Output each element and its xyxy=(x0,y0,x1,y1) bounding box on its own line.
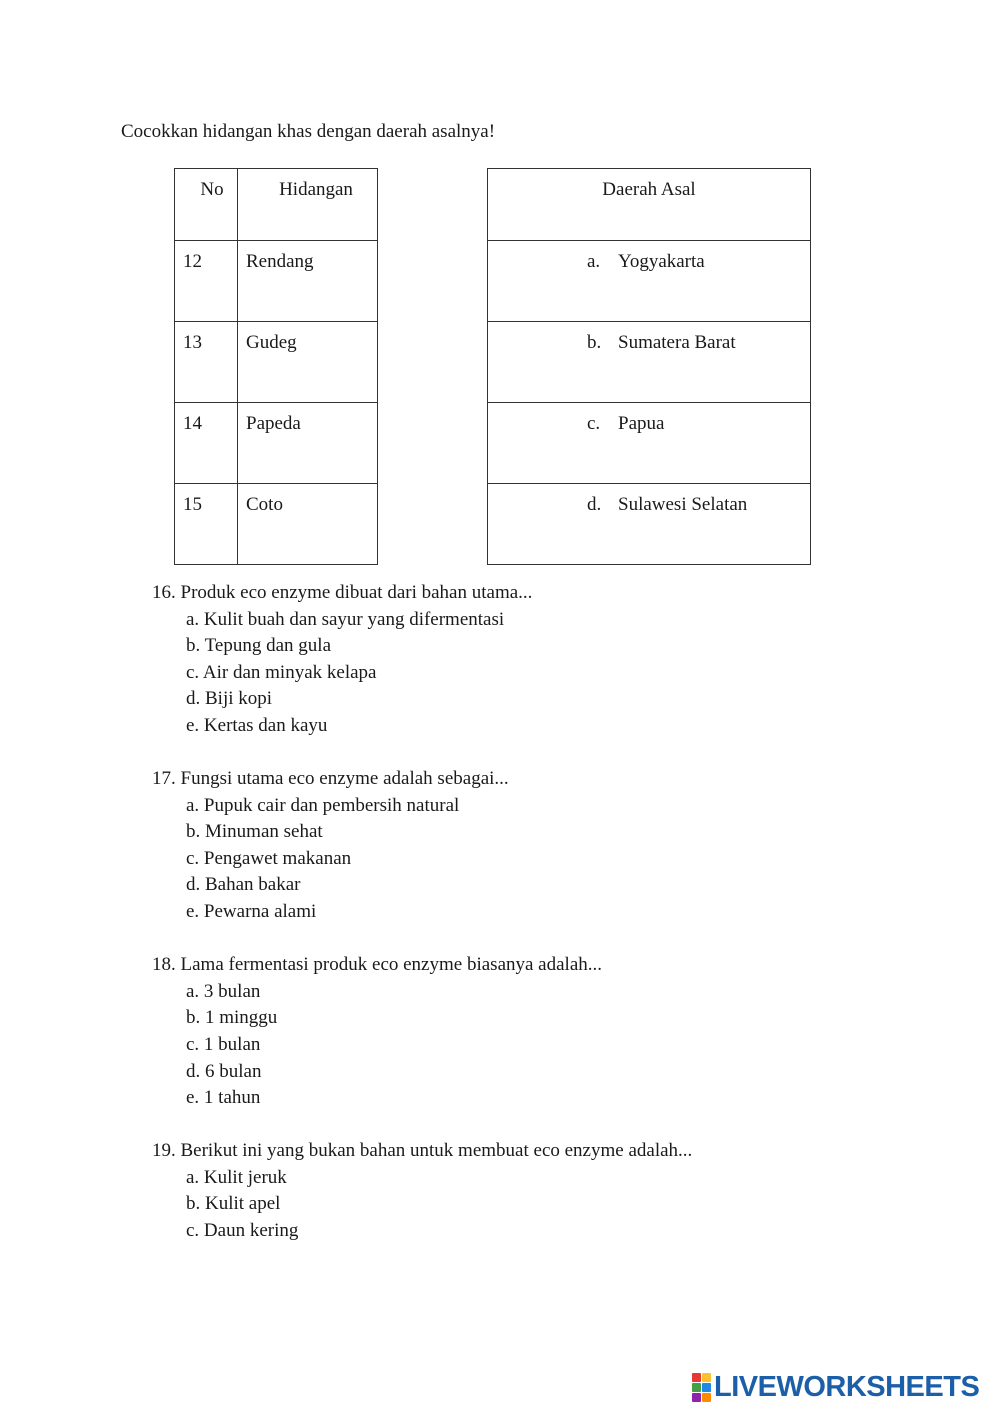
dish-name: Rendang xyxy=(238,241,378,322)
question-text: 16. Produk eco enzyme dibuat dari bahan utama... xyxy=(152,582,533,603)
question-text: 18. Lama fermentasi produk eco enzyme biasanya adalah... xyxy=(152,954,603,976)
logo-text: LIVEWORKSHEETS xyxy=(714,1370,980,1403)
answer-option[interactable]: b. Minuman sehat xyxy=(186,821,323,843)
dish-number: 12 xyxy=(175,241,238,322)
question-19 xyxy=(152,1138,692,1244)
dish-name: Gudeg xyxy=(238,322,378,403)
dish-name: Coto xyxy=(238,484,378,565)
answer-option[interactable]: e. 1 tahun xyxy=(186,1087,261,1109)
origin-name: Yogyakarta xyxy=(618,251,705,272)
answer-option[interactable]: c. Pengawet makanan xyxy=(186,847,352,869)
dish-number: 13 xyxy=(175,322,238,403)
answer-option[interactable]: c. 1 bulan xyxy=(186,1033,261,1055)
question-text: 17. Fungsi utama eco enzyme adalah sebagai... xyxy=(152,768,509,790)
origin-letter: d. xyxy=(587,494,602,515)
answer-option[interactable]: b. Kulit apel xyxy=(186,1193,281,1215)
answer-option[interactable]: d. Bahan bakar xyxy=(186,874,301,896)
question-17 xyxy=(152,766,692,926)
answer-option[interactable]: e. Pewarna alami xyxy=(186,901,317,923)
dish-row xyxy=(175,484,378,565)
origin-name: Sumatera Barat xyxy=(618,332,736,353)
origin-letter: b. xyxy=(587,332,602,353)
dish-row xyxy=(175,403,378,484)
origin-option[interactable] xyxy=(488,403,811,484)
answer-option[interactable]: c. Air dan minyak kelapa xyxy=(186,661,377,683)
header-origin: Daerah Asal xyxy=(488,169,811,241)
origin-name: Papua xyxy=(618,413,665,434)
answer-option[interactable]: a. Kulit buah dan sayur yang difermentasi xyxy=(186,608,505,630)
origin-option[interactable] xyxy=(488,241,811,322)
dish-row xyxy=(175,322,378,403)
answer-option[interactable]: e. Kertas dan kayu xyxy=(186,714,328,736)
answer-option[interactable]: a. Pupuk cair dan pembersih natural xyxy=(186,794,460,816)
origin-option[interactable] xyxy=(488,484,811,565)
question-16 xyxy=(152,580,692,740)
origin-letter: c. xyxy=(587,413,601,434)
dish-number: 14 xyxy=(175,403,238,484)
origin-name: Sulawesi Selatan xyxy=(618,494,748,515)
dish-table xyxy=(174,168,378,565)
instruction-text: Cocokkan hidangan khas dengan daerah asalnya! xyxy=(121,121,496,142)
answer-option[interactable]: d. 6 bulan xyxy=(186,1060,262,1082)
answer-option[interactable]: b. Tepung dan gula xyxy=(186,635,332,657)
answer-option[interactable]: a. 3 bulan xyxy=(186,980,261,1002)
question-list xyxy=(152,580,692,1271)
answer-option[interactable]: d. Biji kopi xyxy=(186,688,273,710)
header-dish: Hidangan xyxy=(238,169,378,241)
question-text: 19. Berikut ini yang bukan bahan untuk membuat eco enzyme adalah... xyxy=(152,1140,693,1162)
question-18 xyxy=(152,952,692,1112)
dish-name: Papeda xyxy=(238,403,378,484)
liveworksheets-logo xyxy=(692,1372,979,1402)
answer-option[interactable]: a. Kulit jeruk xyxy=(186,1166,287,1188)
origin-table xyxy=(487,168,811,565)
dish-number: 15 xyxy=(175,484,238,565)
origin-option[interactable] xyxy=(488,322,811,403)
header-no: No xyxy=(175,169,238,241)
liveworksheets-logo-icon xyxy=(692,1373,711,1402)
origin-letter: a. xyxy=(587,251,601,272)
answer-option[interactable]: c. Daun kering xyxy=(186,1219,299,1241)
answer-option[interactable]: b. 1 minggu xyxy=(186,1007,278,1029)
dish-row xyxy=(175,241,378,322)
